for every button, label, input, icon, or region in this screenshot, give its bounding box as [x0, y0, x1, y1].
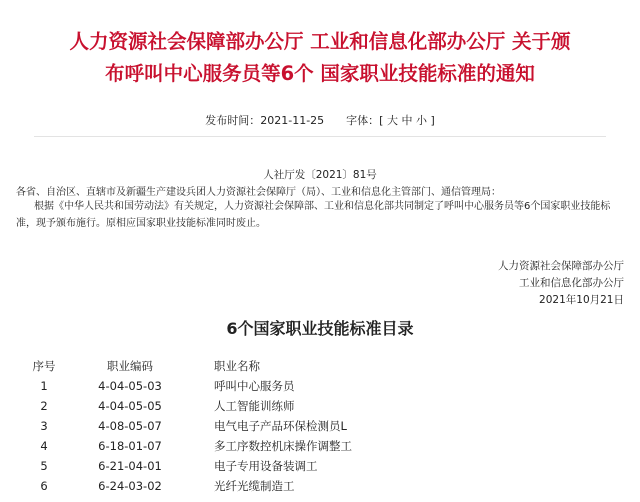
body-paragraph: 根据《中华人民共和国劳动法》有关规定，人力资源社会保障部、工业和信息化部共同制定了呼叫中心服务员等6个国家职业技能标准，现予颁布施行。原相应国家职业技能标准同时废止。 [16, 201, 611, 229]
addressee: 各省、自治区、直辖市及新疆生产建设兵团人力资源社会保障厅（局）、工业和信息化主管部门、通信管理局： [16, 187, 501, 198]
row-seq: 6 [40, 479, 48, 493]
header-seq: 序号 [32, 359, 56, 373]
header-divider [34, 136, 606, 137]
article-title-line-1: 人力资源社会保障部办公厅 工业和信息化部办公厅 关于颁 [69, 30, 571, 53]
row-occupation: 多工序数控机床操作调整工 [214, 439, 352, 453]
signoff-org-1: 人力资源社会保障部办公厅 [498, 260, 624, 272]
row-code: 4-08-05-07 [98, 419, 162, 433]
row-seq: 4 [40, 439, 48, 453]
article-meta [0, 112, 640, 128]
row-occupation: 人工智能训练师 [214, 399, 295, 413]
row-occupation: 电气电子产品环保检测员L [214, 419, 347, 433]
document-number: 人社厅发〔2021〕81号 [263, 169, 377, 181]
row-code: 4-04-05-05 [98, 399, 162, 413]
row-seq: 1 [40, 379, 48, 393]
signoff-date: 2021年10月21日 [539, 294, 624, 306]
row-occupation: 电子专用设备装调工 [214, 459, 318, 473]
article-title-line-2: 布呼叫中心服务员等6个 国家职业技能标准的通知 [105, 62, 535, 85]
font-size-switcher[interactable]: [ 大 中 小 ] [379, 114, 435, 127]
table-row [0, 436, 640, 456]
signoff-org-2: 工业和信息化部办公厅 [519, 277, 624, 289]
font-size-label: 字体： [346, 114, 380, 127]
row-occupation: 光纤光缆制造工 [214, 479, 295, 493]
row-code: 6-18-01-07 [98, 439, 162, 453]
article-title [0, 26, 640, 90]
row-seq: 5 [40, 459, 48, 473]
publish-date-label: 发布时间： [205, 114, 261, 127]
header-code: 职业编码 [107, 359, 153, 373]
table-row [0, 456, 640, 476]
publish-date-value: 2021-11-25 [260, 114, 325, 127]
row-seq: 3 [40, 419, 48, 433]
standards-list-title: 6个国家职业技能标准目录 [226, 319, 414, 338]
row-code: 6-24-03-02 [98, 479, 162, 493]
table-row [0, 376, 640, 396]
header-occupation: 职业名称 [214, 359, 260, 373]
row-code: 4-04-05-03 [98, 379, 162, 393]
row-occupation: 呼叫中心服务员 [214, 379, 295, 393]
table-header-row [0, 356, 640, 376]
standards-table [0, 356, 640, 496]
signoff [498, 258, 624, 309]
row-seq: 2 [40, 399, 48, 413]
table-row [0, 476, 640, 496]
table-row [0, 416, 640, 436]
table-row [0, 396, 640, 416]
row-code: 6-21-04-01 [98, 459, 162, 473]
